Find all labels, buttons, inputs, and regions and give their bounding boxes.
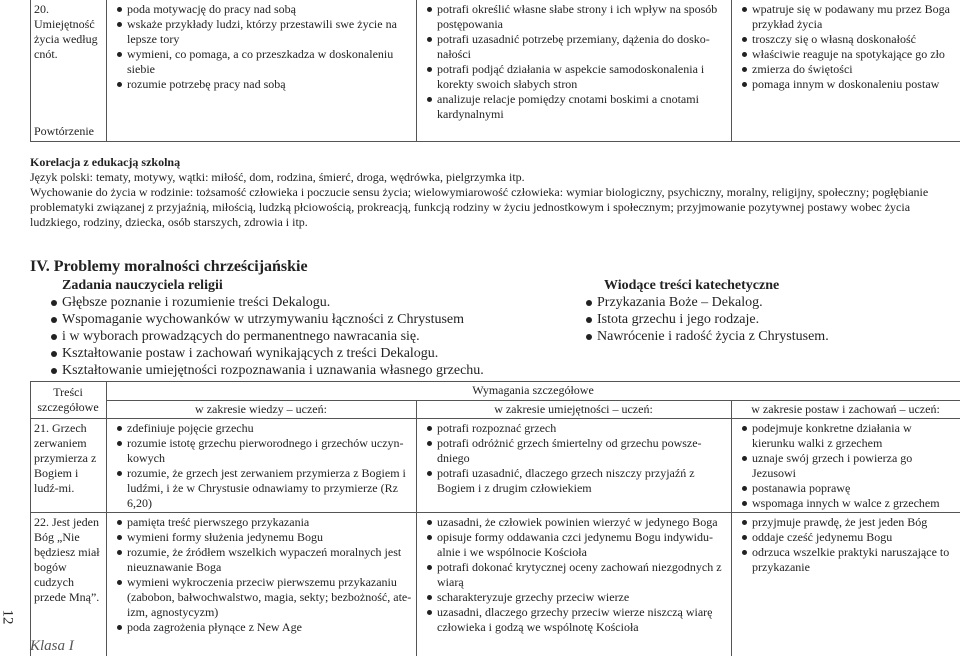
list-item: potrafi podjąć działania w aspekcie samodoskonalenia i korekty swoich słabych stron	[426, 62, 724, 92]
row1-skills	[426, 421, 724, 496]
row1-attitudes	[741, 421, 956, 511]
list-item: przyjmuje prawdę, że jest jeden Bóg	[741, 515, 956, 530]
list-item: potrafi dokonać krytycznej oceny zachowań niezgodnych z wiarą	[426, 560, 724, 590]
table-border	[30, 0, 31, 142]
contents-block	[585, 277, 915, 345]
list-item: wspomaga innych w walce z grzechem	[741, 496, 956, 511]
list-item: wpatruje się w podawany mu przez Boga przykład życia	[741, 2, 956, 32]
tasks-block	[62, 277, 542, 379]
table-border	[416, 0, 417, 142]
lesson-title: 20. Umiejętność życia według cnót.	[34, 2, 98, 61]
list-item: Nawrócenie i radość życia z Chrystusem.	[585, 328, 915, 345]
list-item-continued	[50, 328, 542, 345]
row2-knowledge	[116, 515, 412, 635]
list-item: Kształtowanie umiejętności rozpoznawania i uznawania własnego grzechu.	[50, 362, 542, 379]
table-border	[30, 381, 960, 382]
list-item: zmierza do świętości	[741, 62, 956, 77]
table-border	[106, 0, 107, 142]
class-label: Klasa I	[30, 638, 74, 654]
row2-attitudes	[741, 515, 956, 575]
table-border	[106, 400, 960, 401]
correlation-family: Wychowanie do życia w rodzinie: tożsamość człowieka i poczucie sensu życia; wielowymiarowość człowieka: wymiar biologiczny, psychiczny, moralny, religijny, społeczny; pogłębianie problematyki związanej z przyjaźnią, miłością, ludzką płciowością, prokreacją, funkcją rodziny w życiu jednostkowym i społecznym; przyjmowanie pozytywnej postawy wobec życia ludzkiego, rodziny, dziecka, osób starszych, zdrowia i itp.	[30, 185, 929, 229]
list-item: podejmuje konkretne działania w kierunku walki z grzechem	[741, 421, 956, 451]
tasks-list	[50, 294, 542, 379]
list-item: potrafi określić własne słabe strony i ich wpływ na sposób postępowania	[426, 2, 724, 32]
list-item: Kształtowanie postaw i zachowań wynikających z treści Dekalogu.	[50, 345, 542, 362]
list-item: poda zagrożenia płynące z New Age	[116, 620, 412, 635]
list-item: pomaga innym w doskonaleniu postaw	[741, 77, 956, 92]
correlation-block	[30, 155, 955, 230]
attitudes-list	[741, 2, 956, 92]
list-item: zdefiniuje pojęcie grzechu	[116, 421, 412, 436]
list-item: Istota grzechu i jego rodzaje.	[585, 311, 915, 328]
list-item: uznaje swój grzech i powierza go Jezusowi	[741, 451, 956, 481]
list-item: właściwie reaguje na spotykające go zło	[741, 47, 956, 62]
list-item: uzasadni, że człowiek powinien wierzyć w jedynego Boga	[426, 515, 724, 530]
list-item: oddaje cześć jedynemu Bogu	[741, 530, 956, 545]
list-item: potrafi odróżnić grzech śmiertelny od grzechu powsze-dniego	[426, 436, 724, 466]
header-knowledge: w zakresie wiedzy – uczeń:	[195, 402, 327, 416]
list-item: odrzuca wszelkie praktyki naruszające to przykazanie	[741, 545, 956, 575]
header-content: Treści szczegółowe	[37, 385, 99, 414]
list-item: uzasadni, dlaczego grzechy przeciw wierze niszczą wiarę człowieka i godzą we wspólnotę Kościoła	[426, 605, 724, 635]
list-item: wymieni wykroczenia przeciw pierwszemu przykazaniu (zabobon, bałwochwalstwo, magia, sekty; bezbożność, ate-izm, agnostycyzm)	[116, 575, 412, 620]
list-item: rozumie, że źródłem wszelkich wypaczeń moralnych jest nieuznawanie Boga	[116, 545, 412, 575]
contents-list	[585, 294, 915, 345]
table-border	[30, 418, 960, 419]
list-item: rozumie potrzebę pracy nad sobą	[116, 77, 412, 92]
list-item: rozumie, że grzech jest zerwaniem przymierza z Bogiem i ludźmi, i że w Chrystusie odnawiamy to przymierze (Rz 6,20)	[116, 466, 412, 511]
table-border	[731, 0, 732, 142]
page-number: 12	[0, 609, 16, 625]
row1-topic: 21. Grzech zerwaniem przymierza z Bogiem i ludź-mi.	[34, 421, 97, 495]
list-item: postanawia poprawę	[741, 481, 956, 496]
header-requirements: Wymagania szczegółowe	[472, 383, 594, 397]
list-item: rozumie istotę grzechu pierworodnego i grzechów uczyn-kowych	[116, 436, 412, 466]
list-item: poda motywację do pracy nad sobą	[116, 2, 412, 17]
table-border	[30, 381, 31, 656]
skills-list	[426, 2, 724, 122]
list-item: wskaże przykłady ludzi, którzy przestawili swe życie na lepsze tory	[116, 17, 412, 47]
list-item: Przykazania Boże – Dekalog.	[585, 294, 915, 311]
row2-topic: 22. Jest jeden Bóg „Nie będziesz miał bogów cudzych przede Mną”.	[34, 515, 100, 604]
correlation-polish: Język polski: tematy, motywy, wątki: miłość, dom, rodzina, śmierć, droga, wędrówka, pielgrzymka itp.	[30, 170, 525, 184]
list-item: scharakteryzuje grzechy przeciw wierze	[426, 590, 724, 605]
table-border	[416, 400, 417, 656]
header-skills: w zakresie umiejętności – uczeń:	[494, 402, 653, 416]
list-item-text: i w wyborach prowadzących do permanentnego nawracania się.	[62, 329, 420, 344]
review-label: Powtórzenie	[34, 124, 94, 138]
list-item: wymieni, co pomaga, a co przeszkadza w doskonaleniu siebie	[116, 47, 412, 77]
section-title: IV. Problemy moralności chrześcijańskie	[30, 258, 308, 275]
list-item: wymieni formy służenia jedynemu Bogu	[116, 530, 412, 545]
row2-skills	[426, 515, 724, 635]
list-item: potrafi uzasadnić, dlaczego grzech niszczy przyjaźń z Bogiem i z drugim człowiekiem	[426, 466, 724, 496]
list-item: Głębsze poznanie i rozumienie treści Dekalogu.	[50, 294, 542, 311]
list-item: troszczy się o własną doskonałość	[741, 32, 956, 47]
list-item: analizuje relacje pomiędzy cnotami boskimi a cnotami kardynalnymi	[426, 92, 724, 122]
list-item: opisuje formy oddawania czci jedynemu Bogu indywidu-alnie i we wspólnocie Kościoła	[426, 530, 724, 560]
table-border	[30, 512, 960, 513]
list-item: potrafi uzasadnić potrzebę przemiany, dążenia do dosko-nałości	[426, 32, 724, 62]
list-item: pamięta treść pierwszego przykazania	[116, 515, 412, 530]
contents-heading: Wiodące treści katechetyczne	[604, 278, 780, 293]
correlation-heading: Korelacja z edukacją szkolną	[30, 155, 181, 169]
table-border	[30, 141, 960, 142]
header-attitudes: w zakresie postaw i zachowań – uczeń:	[751, 402, 940, 416]
knowledge-list	[116, 2, 412, 92]
row1-knowledge	[116, 421, 412, 511]
tasks-heading: Zadania nauczyciela religii	[62, 278, 223, 293]
list-item: potrafi rozpoznać grzech	[426, 421, 724, 436]
table-border	[731, 400, 732, 656]
table-border	[106, 381, 107, 656]
list-item: Wspomaganie wychowanków w utrzymywaniu łączności z Chrystusem	[50, 311, 542, 328]
